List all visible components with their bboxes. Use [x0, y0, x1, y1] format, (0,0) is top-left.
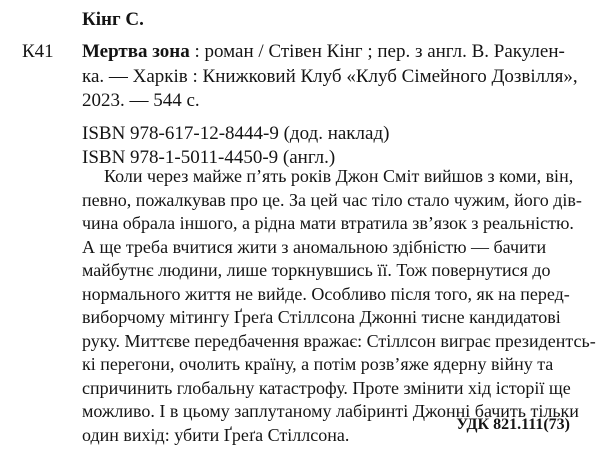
abstract-line: Коли через майже п’ять років Джон Сміт вийшов з коми, він,: [104, 166, 574, 186]
bibliographic-line: 2023. — 544 с.: [82, 90, 200, 111]
isbn-line: ISBN 978-617-12-8444-9 (дод. наклад): [82, 123, 390, 144]
abstract-line: чина обрала іншого, а рідна мати втратила зв’язок з реальністю.: [82, 213, 574, 233]
abstract-line: майбутнє людини, лише торкнувшись її. Тож повернутися до: [82, 260, 551, 280]
abstract-line: кі перегони, очолить країну, а потім розв’яже ядерну війну та: [82, 354, 554, 374]
classification-code: К41: [22, 41, 54, 62]
abstract-line: виборчому мітингу Ґреґа Стіллсона Джонні тисне кандидатові: [82, 307, 561, 327]
abstract-line: спричинить глобальну катастрофу. Проте змінити хід історії ще: [82, 377, 571, 398]
book-title: Мертва зона: [82, 41, 190, 62]
author-heading: Кінг С.: [82, 9, 144, 30]
abstract-line: можливо. І в цьому заплутаному лабіринті Джонні бачить тільки: [82, 401, 579, 421]
abstract-line: А ще треба вчитися жити з аномальною здібністю — бачити: [82, 236, 547, 257]
abstract-line: певно, пожалкував про це. За цей час тіло стало чужим, його дів-: [82, 189, 582, 210]
abstract-paragraph: [82, 165, 596, 447]
abstract-line: руку. Миттєве передбачення вражає: Стіллсон виграє президентсь-: [82, 330, 596, 351]
abstract-line: один вихід: убити Ґреґа Стіллсона.: [82, 424, 350, 445]
bibliographic-description: [82, 40, 582, 114]
bibliographic-line: [82, 40, 582, 65]
isbn-block: [82, 122, 389, 170]
isbn-line: ISBN 978-1-5011-4450-9 (англ.): [82, 147, 336, 168]
bibliographic-text: : роман / Стівен Кінг ; пер. з англ. В. Ракулен-: [189, 41, 565, 62]
bibliographic-line: ка. — Харків : Книжковий Клуб «Клуб Сімейного Дозвілля»,: [82, 65, 578, 87]
abstract-line: нормального життя не вийде. Особливо після того, як на перед-: [82, 283, 570, 304]
udc-code: УДК 821.111(73): [456, 416, 570, 433]
